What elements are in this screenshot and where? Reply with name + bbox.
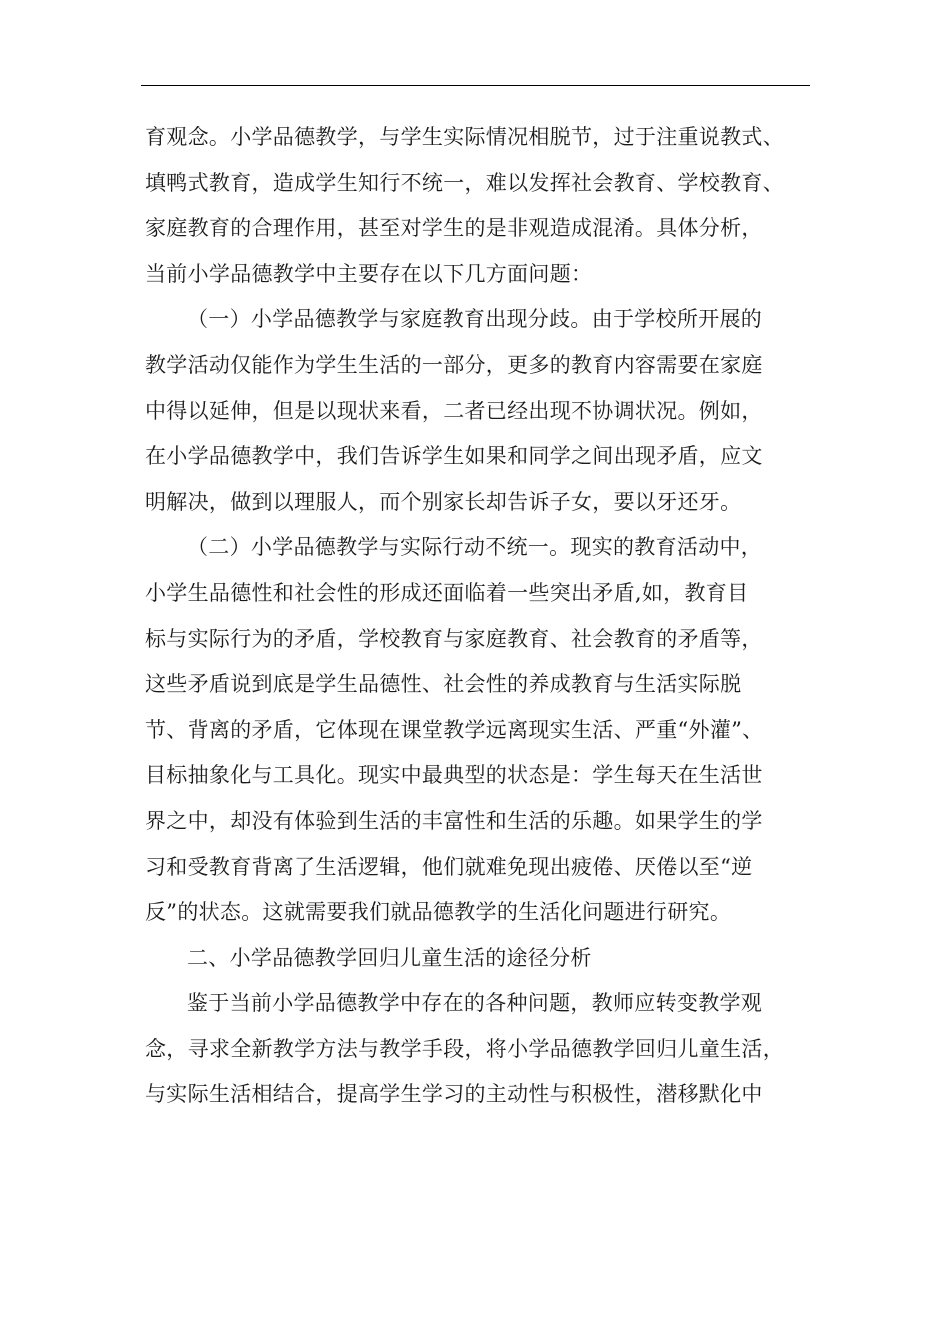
text-line: 念，寻求全新教学方法与教学手段，将小学品德教学回归儿童生活， — [145, 1036, 784, 1061]
text-line: 教学活动仅能作为学生生活的一部分，更多的教育内容需要在家庭 — [145, 352, 763, 377]
text-line: 目标抽象化与工具化。现实中最典型的状态是：学生每天在生活世 — [145, 763, 763, 788]
text-line: 习和受教育背离了生活逻辑，他们就难免现出疲倦、厌倦以至“逆 — [145, 854, 753, 879]
text-line: 二、小学品德教学回归儿童生活的途径分析 — [187, 945, 592, 970]
text-line: 标与实际行为的矛盾，学校教育与家庭教育、社会教育的矛盾等， — [145, 626, 763, 651]
text-line: 填鸭式教育，造成学生知行不统一，难以发挥社会教育、学校教育、 — [145, 170, 784, 195]
text-line: 在小学品德教学中，我们告诉学生如果和同学之间出现矛盾，应文 — [145, 444, 763, 469]
text-line: （一）小学品德教学与家庭教育出现分歧。由于学校所开展的 — [187, 307, 763, 332]
body-text — [145, 115, 825, 1118]
text-line: 节、背离的矛盾，它体现在课堂教学远离现实生活、严重“外灌”、 — [145, 717, 764, 742]
text-line: 界之中，却没有体验到生活的丰富性和生活的乐趣。如果学生的学 — [145, 808, 763, 833]
header-rule — [141, 85, 810, 86]
text-line: 当前小学品德教学中主要存在以下几方面问题： — [145, 261, 593, 286]
text-line: （二）小学品德教学与实际行动不统一。现实的教育活动中， — [187, 535, 763, 560]
text-line: 育观念。小学品德教学，与学生实际情况相脱节，过于注重说教式、 — [145, 125, 784, 149]
text-line: 反”的状态。这就需要我们就品德教学的生活化问题进行研究。 — [145, 900, 732, 925]
text-line: 家庭教育的合理作用，甚至对学生的是非观造成混淆。具体分析， — [145, 216, 763, 241]
text-line: 中得以延伸，但是以现状来看，二者已经出现不协调状况。例如， — [145, 398, 763, 423]
text-line: 鉴于当前小学品德教学中存在的各种问题，教师应转变教学观 — [187, 991, 763, 1016]
text-line: 明解决，做到以理服人，而个别家长却告诉子女，要以牙还牙。 — [145, 489, 742, 514]
text-line: 与实际生活相结合，提高学生学习的主动性与积极性，潜移默化中 — [145, 1082, 763, 1107]
text-line: 这些矛盾说到底是学生品德性、社会性的养成教育与生活实际脱 — [145, 672, 742, 697]
text-line: 小学生品德性和社会性的形成还面临着一些突出矛盾,如，教育目 — [145, 580, 749, 605]
